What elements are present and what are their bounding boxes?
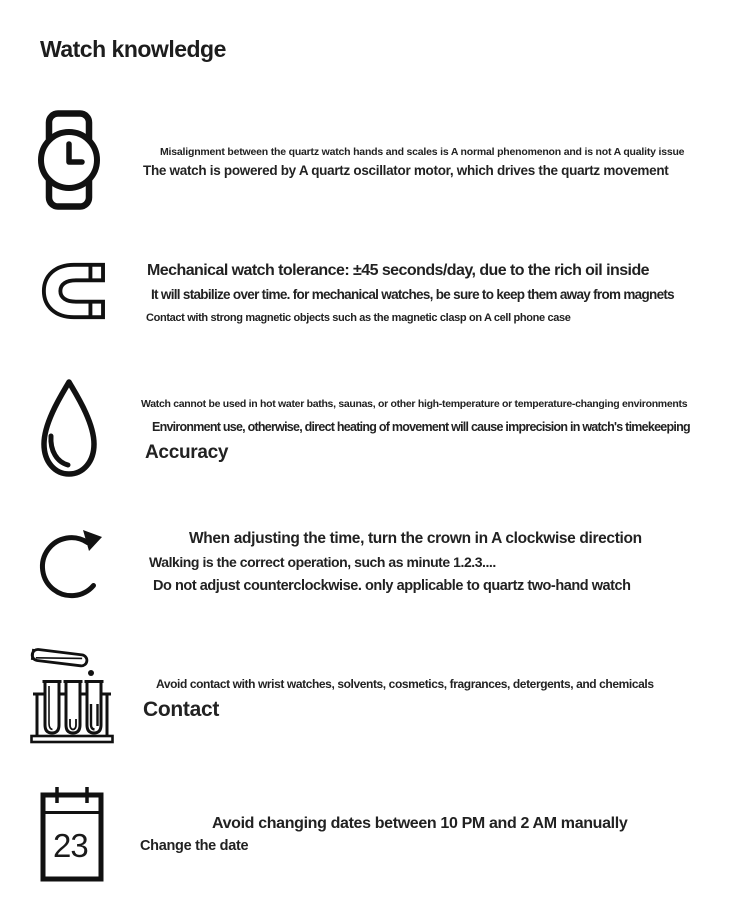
chemical-contact-note: Avoid contact with wrist watches, solvents, cosmetics, fragrances, detergents, and chemicals: [156, 677, 654, 691]
date-change-warning-heading: Avoid changing dates between 10 PM and 2 AM manually: [212, 815, 628, 832]
quartz-movement-text: The watch is powered by A quartz oscillator motor, which drives the quartz movement: [143, 163, 669, 178]
walking-operation-text: Walking is the correct operation, such as minute 1.2.3....: [149, 554, 496, 570]
page-title: Watch knowledge: [40, 36, 226, 62]
clockwise-arrow-icon: [38, 521, 108, 605]
magnet-warning-text: It will stabilize over time. for mechanical watches, be sure to keep them away from magnets: [151, 287, 674, 302]
hot-water-warning-note: Watch cannot be used in hot water baths, saunas, or other high-temperature or temperature-changing environments: [141, 398, 688, 410]
water-drop-icon: [38, 377, 100, 479]
temperature-warning-text: Environment use, otherwise, direct heating of movement will cause imprecision in watch's timekeeping: [152, 420, 690, 434]
magnetic-objects-note: Contact with strong magnetic objects such as the magnetic clasp on A cell phone case: [146, 312, 571, 324]
test-tubes-icon: [30, 646, 114, 744]
tolerance-heading: Mechanical watch tolerance: ±45 seconds/day, due to the rich oil inside: [147, 262, 650, 279]
accuracy-heading: Accuracy: [145, 442, 229, 463]
counterclockwise-warning-text: Do not adjust counterclockwise. only applicable to quartz two-hand watch: [153, 578, 631, 594]
calendar-day-number: 23: [53, 827, 88, 864]
magnet-icon: [36, 259, 108, 323]
contact-heading: Contact: [143, 698, 220, 721]
quartz-misalignment-note: Misalignment between the quartz watch hands and scales is A normal phenomenon and is not A quality issue: [160, 146, 685, 158]
clockwise-adjust-heading: When adjusting the time, turn the crown in A clockwise direction: [189, 530, 642, 547]
wristwatch-icon: [36, 110, 102, 210]
change-date-label: Change the date: [140, 838, 249, 854]
